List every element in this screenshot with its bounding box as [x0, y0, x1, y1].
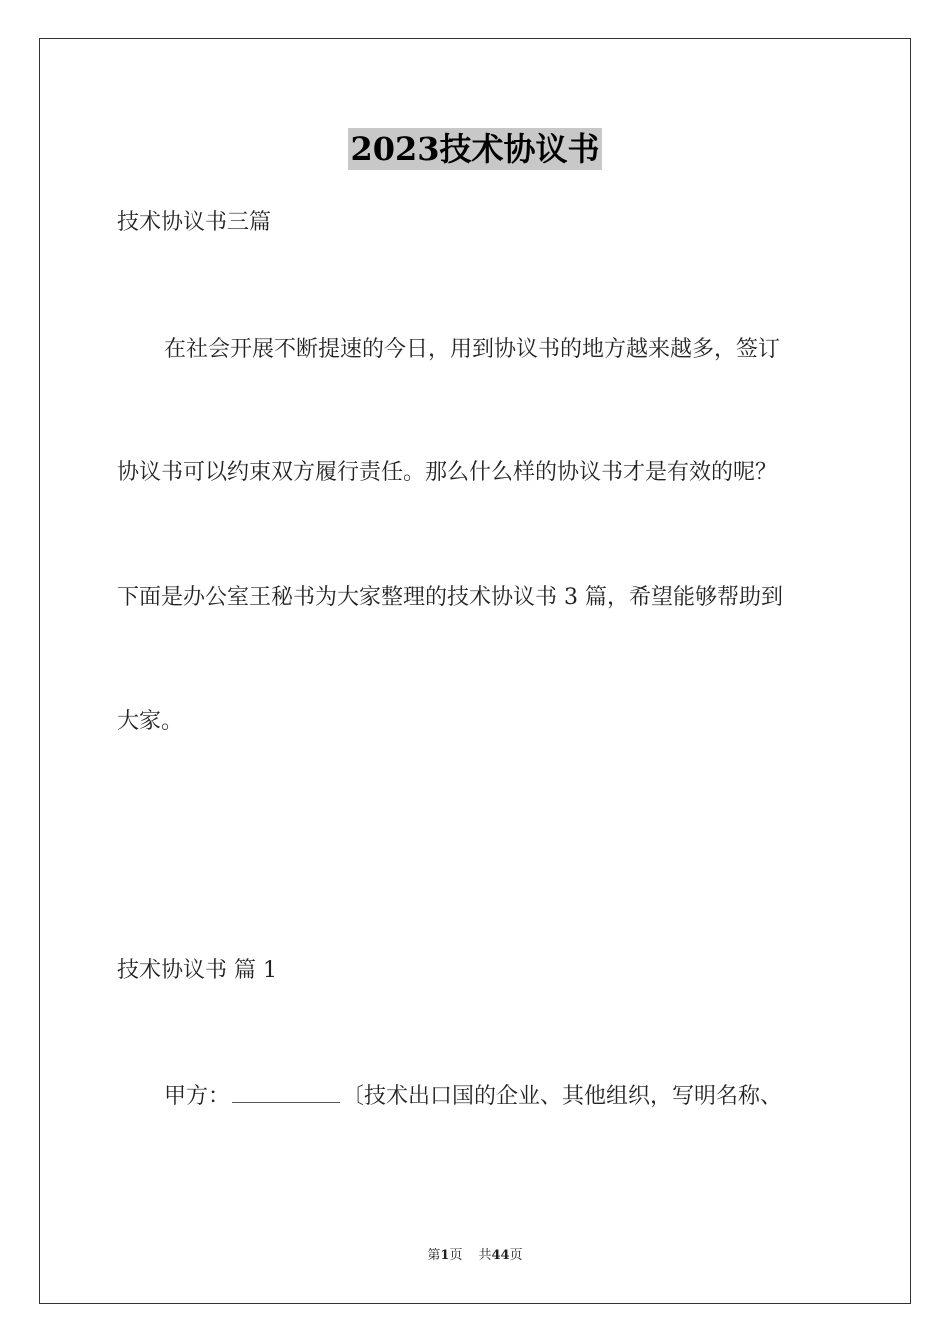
- intro-line-3: 下面是办公室王秘书为大家整理的技术协议书 3 篇，希望能够帮助到: [117, 585, 783, 610]
- document-title: 2023技术协议书: [350, 130, 600, 168]
- party-a-line: [164, 1082, 782, 1111]
- section-heading: 技术协议书 篇 1: [117, 958, 277, 983]
- intro-line-4: 大家。: [117, 709, 184, 734]
- page-prefix: 第: [427, 1248, 441, 1263]
- total-suffix: 页: [509, 1248, 523, 1263]
- intro-line-1: 在社会开展不断提速的今日，用到协议书的地方越来越多，签订: [164, 337, 781, 362]
- document-subtitle: 技术协议书三篇: [117, 210, 272, 235]
- title-container: [0, 128, 950, 170]
- page-mid: 页: [449, 1248, 463, 1263]
- total-prefix: 共: [478, 1248, 492, 1263]
- page-number: 1: [440, 1248, 450, 1263]
- total-pages: 44: [491, 1248, 510, 1263]
- party-a-label: 甲方：: [164, 1084, 231, 1109]
- page-footer: [0, 1247, 950, 1265]
- party-a-blank-field[interactable]: [232, 1082, 340, 1103]
- party-a-note: 〔技术出口国的企业、其他组织，写明名称、: [342, 1084, 783, 1109]
- intro-line-2: 协议书可以约束双方履行责任。那么什么样的协议书才是有效的呢？: [117, 460, 778, 485]
